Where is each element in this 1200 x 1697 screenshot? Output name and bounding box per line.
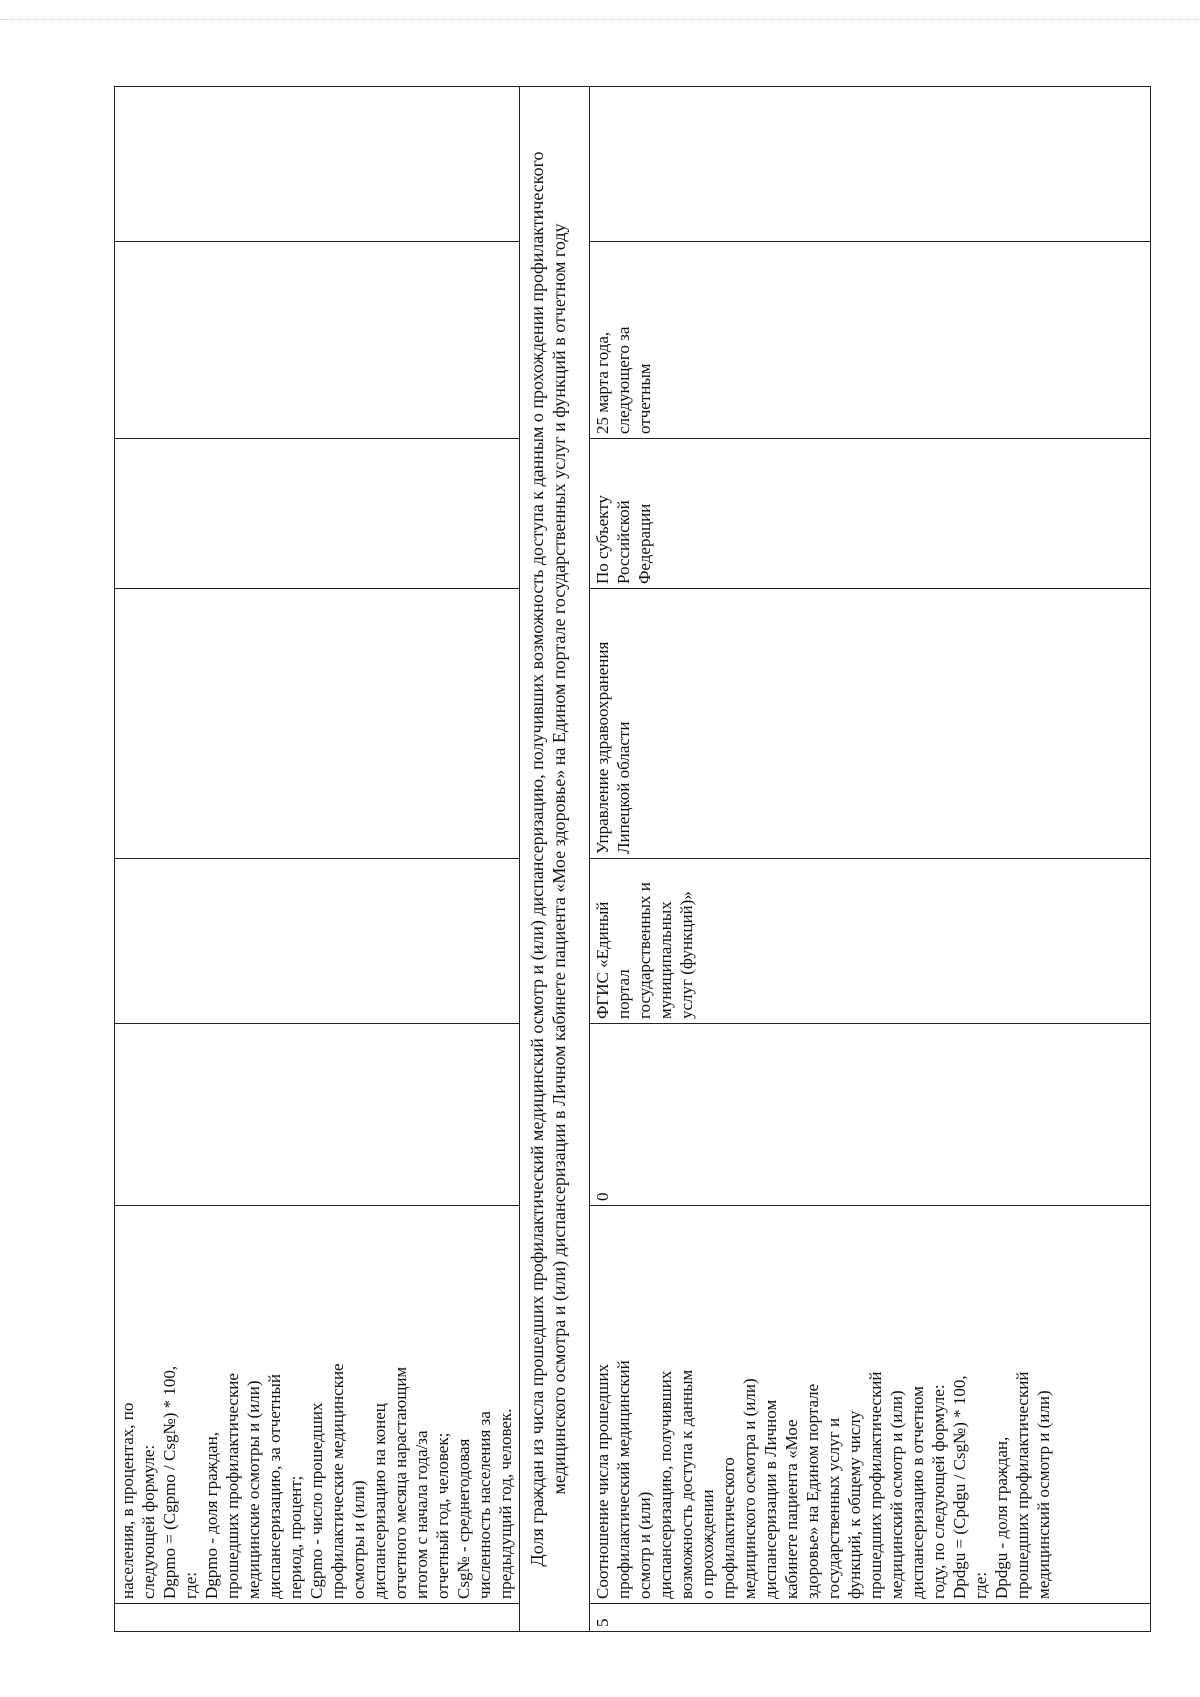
cell-number [115, 1604, 520, 1632]
cell-description: Соотношение числа прошедших профилактический медицинский осмотр и (или) диспансеризацию, получивших возможность доступа к данным о прохождении профилактического медицинского осмотра и (или) диспансеризации в Личном кабинете пациента «Мое здоровье» на Едином портале государственных услуг и функций, к общему числу прошедших профилактический медицинский осмотр и (или) диспансеризацию в отчетном году, по следующей формуле: Dpdgu = (Cpdgu / Csg№) * 100, где: Dpdgu - доля граждан, прошедших профилактический медицинский осмотр и (или) [590, 1206, 1151, 1604]
indicator-table [114, 86, 1151, 1632]
cell-source [115, 859, 520, 1024]
section-title: Доля граждан из числа прошедших профилактический медицинский осмотр и (или) диспансеризацию, получивших возможность доступа к данным о прохождении профилактического медицинского осмотра и (или) диспансеризации в Личном кабинете пациента «Мое здоровье» на Едином портале государственных услуг и функций в отчетном году [520, 87, 590, 1632]
cell-responsible [115, 589, 520, 859]
cell-base-value: 0 [590, 1024, 1151, 1206]
cell-level: По субъекту Российской Федерации [590, 439, 1151, 589]
table-row [115, 87, 520, 1632]
cell-deadline: 25 марта года, следующего за отчетным [590, 242, 1151, 439]
cell-base-value [115, 1024, 520, 1206]
cell-description: населения, в процентах, по следующей формуле: Dgpmo = (Cgpmo / Csg№) * 100, где: Dgpmo - доля граждан, прошедших профилактические медицинские осмотры и (или) диспансеризацию, за отчетный период, процент; Cgpmo - число прошедших профилактические медицинские осмотры и (или) диспансеризацию на конец отчетного месяца нарастающим итогом с начала года/за отчетный год, человек; Csg№ - среднегодовая численность населения за предыдущий год, человек. [115, 1206, 520, 1604]
cell-note [115, 87, 520, 242]
cell-responsible: Управление здравоохранения Липецкой области [590, 589, 1151, 859]
rotated-table-page [114, 87, 1150, 1632]
section-header-row [520, 87, 590, 1632]
cell-level [115, 439, 520, 589]
cell-note [590, 87, 1151, 242]
scan-artifact-line [0, 19, 1200, 20]
cell-number: 5 [590, 1604, 1151, 1632]
cell-source: ФГИС «Единый портал государственных и муниципальных услуг (функций)» [590, 859, 1151, 1024]
table-row [590, 87, 1151, 1632]
cell-deadline [115, 242, 520, 439]
